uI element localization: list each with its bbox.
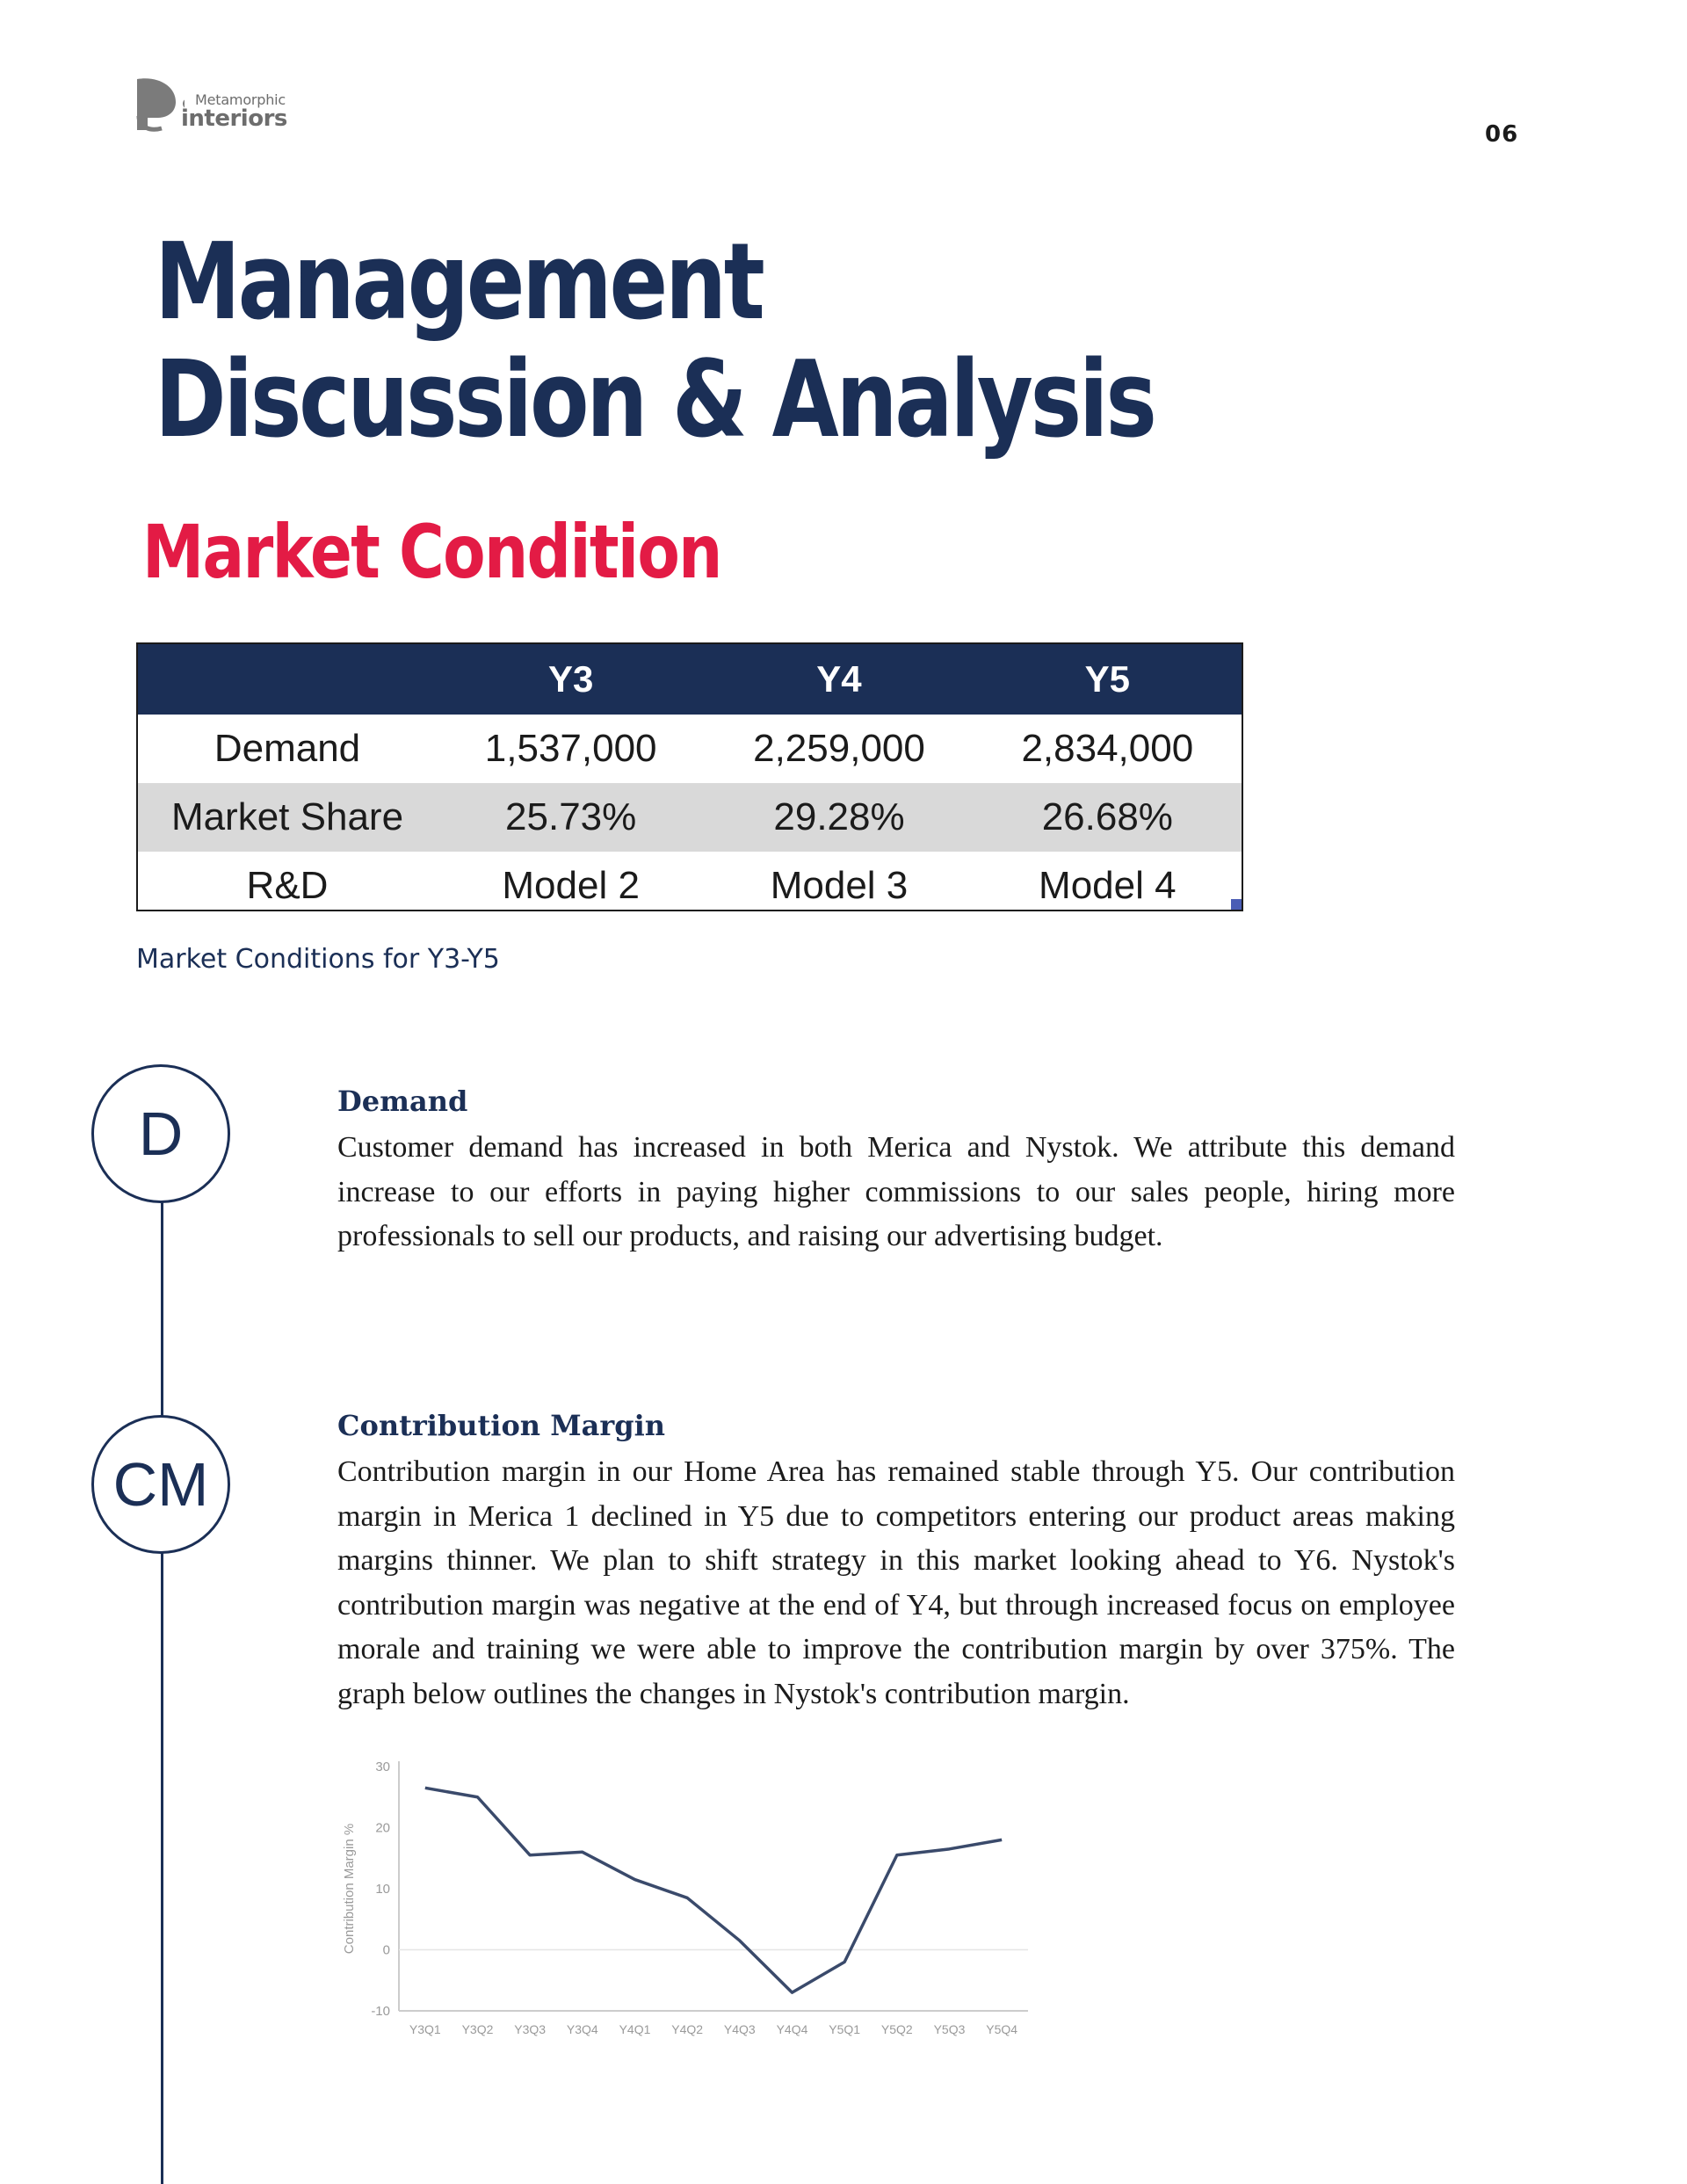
x-tick-label: Y3Q4 [566,2022,598,2036]
x-tick-label: Y4Q3 [723,2022,756,2036]
x-tick-label: Y5Q1 [829,2022,861,2036]
y-tick-label: 20 [375,1820,390,1836]
table-cell: 1,537,000 [484,727,657,770]
table-cell: Model 3 [770,864,909,907]
page-title-line-1: Management [155,221,763,344]
table-row [138,852,1242,920]
table-cell: 26.68% [974,783,1242,852]
x-tick-label: Y4Q1 [619,2022,651,2036]
table-cell: 25.73% [437,783,705,852]
row-label: Demand [214,727,361,770]
contribution-margin-paragraph: Contribution margin in our Home Area has remained stable through Y5. Our contribution margin in Merica 1 declined in Y5 due to competitors entering our product areas making margins thinner. We plan to shift strategy in this market looking ahead to Y6. Nystok's contribution margin was negative at the end of Y4, but through increased focus on employee morale and training we were able to improve the contribution margin by over 375%. The graph below outlines the changes in Nystok's contribution margin. [337,1455,1455,1710]
x-tick-label: Y5Q4 [986,2022,1018,2036]
table-resize-handle-icon [1231,899,1242,910]
series-line [425,1788,1002,1992]
table-header-cell: Y5 [974,644,1242,715]
y-tick-label: 10 [375,1882,390,1897]
demand-heading: Demand [337,1085,468,1118]
y-tick-label: 30 [375,1760,390,1774]
table-caption: Market Conditions for Y3-Y5 [136,944,500,975]
timeline-line [161,1134,163,2184]
demand-paragraph: Customer demand has increased in both Merica and Nystok. We attribute this demand increase to our efforts in paying higher commissions to our sales people, hiring more professionals to sell our products, and raising our advertising budget. [337,1131,1455,1252]
table-cell: Model 4 [1039,864,1177,907]
x-tick-label: Y4Q2 [671,2022,704,2036]
y-tick-label: 0 [382,1942,390,1958]
x-tick-label: Y3Q3 [514,2022,547,2036]
table-cell: 29.28% [705,783,973,852]
demand-marker: D [91,1064,230,1203]
table-row [138,715,1242,783]
x-tick-label: Y3Q2 [461,2022,494,2036]
company-logo [132,74,287,137]
y-tick-label: -10 [371,2004,390,2019]
x-tick-label: Y3Q1 [409,2022,441,2036]
x-tick-label: Y5Q3 [933,2022,966,2036]
logo-text-top: Metamorphic [195,91,286,108]
section-heading: Market Condition [142,509,721,595]
table-header-row [138,644,1242,715]
table-cell: Model 2 [502,864,640,907]
row-label: Market Share [138,783,437,852]
page-number: 06 [1485,121,1519,148]
contribution-margin-heading: Contribution Margin [337,1409,666,1442]
market-conditions-table [136,642,1243,911]
page-title-line-2: Discussion & Analysis [155,339,1155,461]
x-tick-label: Y4Q4 [776,2022,808,2036]
contribution-margin-chart [334,1749,1037,2048]
table-header-cell [138,644,437,715]
row-label: R&D [246,864,329,907]
table-cell: 2,259,000 [753,727,925,770]
table-row [138,783,1242,852]
table-cell: 2,834,000 [1021,727,1194,770]
y-axis-label: Contribution Margin % [342,1823,357,1955]
logo-mark-icon [132,74,185,137]
contribution-margin-marker: CM [91,1415,230,1554]
x-tick-label: Y5Q2 [880,2022,913,2036]
table-header-cell: Y4 [705,644,973,715]
logo-text-bottom: interiors [181,105,287,132]
table-header-cell: Y3 [437,644,705,715]
